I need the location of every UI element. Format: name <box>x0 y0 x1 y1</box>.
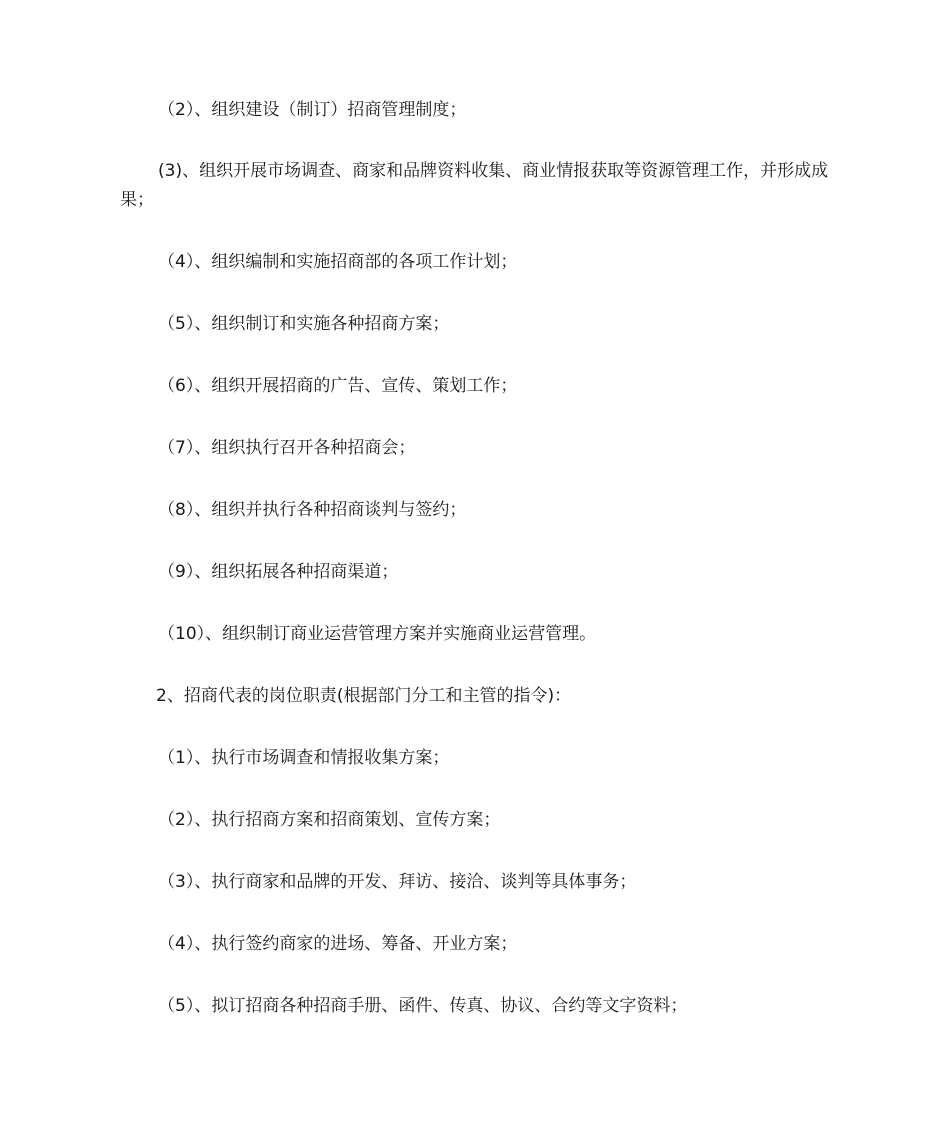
section-heading-2: 2、招商代表的岗位职责(根据部门分工和主管的指令)： <box>156 686 572 706</box>
paragraph-item-5: （5）、组织制订和实施各种招商方案； <box>158 314 450 334</box>
paragraph-item-10: （10）、组织制订商业运营管理方案并实施商业运营管理。 <box>158 624 597 644</box>
paragraph-item-6: （6）、组织开展招商的广告、宣传、策划工作； <box>158 376 518 396</box>
paragraph-item-4: （4）、组织编制和实施招商部的各项工作计划； <box>158 252 518 272</box>
paragraph-duty-4: （4）、执行签约商家的进场、筹备、开业方案； <box>158 934 518 954</box>
paragraph-item-9: （9）、组织拓展各种招商渠道； <box>158 562 399 582</box>
paragraph-item-2: （2）、组织建设（制订）招商管理制度； <box>158 100 467 120</box>
paragraph-duty-3: （3）、执行商家和品牌的开发、拜访、接洽、谈判等具体事务； <box>158 872 637 892</box>
paragraph-duty-1: （1）、执行市场调查和情报收集方案； <box>158 748 450 768</box>
paragraph-item-3: (3)、组织开展市场调查、商家和品牌资料收集、商业情报获取等资源管理工作，并形成成果； <box>120 161 829 210</box>
paragraph-item-7: （7）、组织执行召开各种招商会； <box>158 438 416 458</box>
paragraph-duty-5: （5）、拟订招商各种招商手册、函件、传真、协议、合约等文字资料； <box>158 996 688 1016</box>
paragraph-duty-2: （2）、执行招商方案和招商策划、宣传方案； <box>158 810 501 830</box>
paragraph-item-8: （8）、组织并执行各种招商谈判与签约； <box>158 500 467 520</box>
